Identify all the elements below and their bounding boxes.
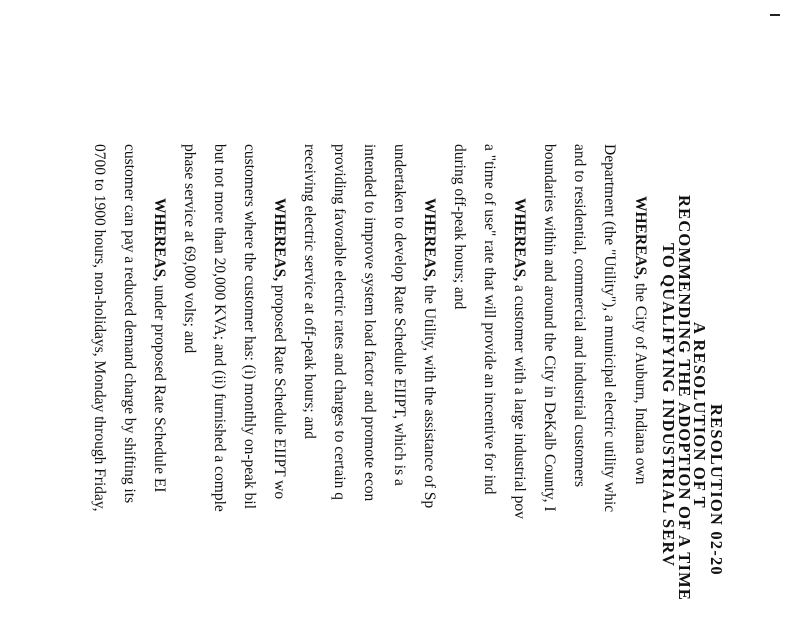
line-text: Department (the "Utility"), a municipal electric utility whic: [601, 144, 618, 513]
paragraph-4-line-3: [212, 144, 228, 512]
whereas-lead: WHEREAS,: [511, 198, 528, 282]
line-text: boundaries within and around the City in DeKalb County, I: [541, 144, 558, 512]
paragraph-3-line-3: [362, 144, 378, 501]
paragraph-4-line-2: [242, 144, 258, 509]
title-line-3: TO QUALIFYING INDUSTRIAL SERV: [659, 243, 678, 568]
title-line-1: A RESOLUTION OF T: [690, 322, 709, 509]
line-text: during off-peak hours; and: [451, 144, 468, 310]
line-text: phase service at 69,000 volts; and: [181, 144, 198, 354]
title-line-2: RECOMMENDING THE ADOPTION OF A TIME: [675, 195, 694, 602]
line-text: intended to improve system load factor and promote econ: [361, 144, 378, 502]
paragraph-3-line-4: [332, 144, 348, 500]
line-text: receiving electric service at off-peak hours; and: [301, 144, 318, 439]
whereas-lead: WHEREAS,: [632, 196, 649, 280]
paragraph-3-line-5: [302, 144, 318, 439]
line-text: but not more than 20,000 KVA; and (ii) furnished a comple: [211, 144, 228, 512]
line-text: customer can pay a reduced demand charge by shifting its: [121, 144, 138, 504]
paragraph-1-line-4: [542, 144, 558, 512]
paragraph-3-line-2: [392, 144, 408, 486]
paragraph-3-line-1: [422, 198, 438, 508]
paragraph-5-line-1: [152, 198, 168, 492]
line-text: a "time of use" rate that will provide an incentive for ind: [481, 144, 498, 495]
line-text: proposed Rate Schedule EIIPT wo: [271, 281, 288, 500]
line-text: the City of Auburn, Indiana own: [632, 279, 649, 485]
line-text: and to residential, commercial and industrial customers: [571, 144, 588, 488]
line-text: the Utility, with the assistance of Sp: [421, 281, 438, 509]
paragraph-5-line-2: [122, 144, 138, 503]
line-text: undertaken to develop Rate Schedule EIIPT, which is a: [391, 144, 408, 486]
scan-mark: [770, 14, 780, 16]
line-text: a customer with a large industrial pov: [511, 281, 528, 519]
line-text: under proposed Rate Schedule EI: [151, 281, 168, 493]
paragraph-4-line-1: [272, 198, 288, 499]
resolution-number: RESOLUTION 02-20: [707, 404, 726, 576]
line-text: 0700 to 1900 hours, non-holidays, Monday through Friday,: [91, 144, 108, 512]
line-text: providing favorable electric rates and charges to certain q: [331, 144, 348, 501]
whereas-lead: WHEREAS,: [151, 198, 168, 282]
paragraph-2-line-2: [482, 144, 498, 495]
paragraph-2-line-3: [452, 144, 468, 309]
whereas-lead: WHEREAS,: [271, 198, 288, 282]
paragraph-1-line-1: [633, 196, 649, 484]
whereas-lead: WHEREAS,: [421, 198, 438, 282]
paragraph-1-line-2: [602, 144, 618, 512]
line-text: customers where the customer has: (i) monthly on-peak bil: [241, 144, 258, 510]
paragraph-2-line-1: [512, 198, 528, 519]
paragraph-4-line-4: [182, 144, 198, 353]
paragraph-1-line-3: [572, 144, 588, 487]
paragraph-5-line-3: [92, 144, 108, 512]
